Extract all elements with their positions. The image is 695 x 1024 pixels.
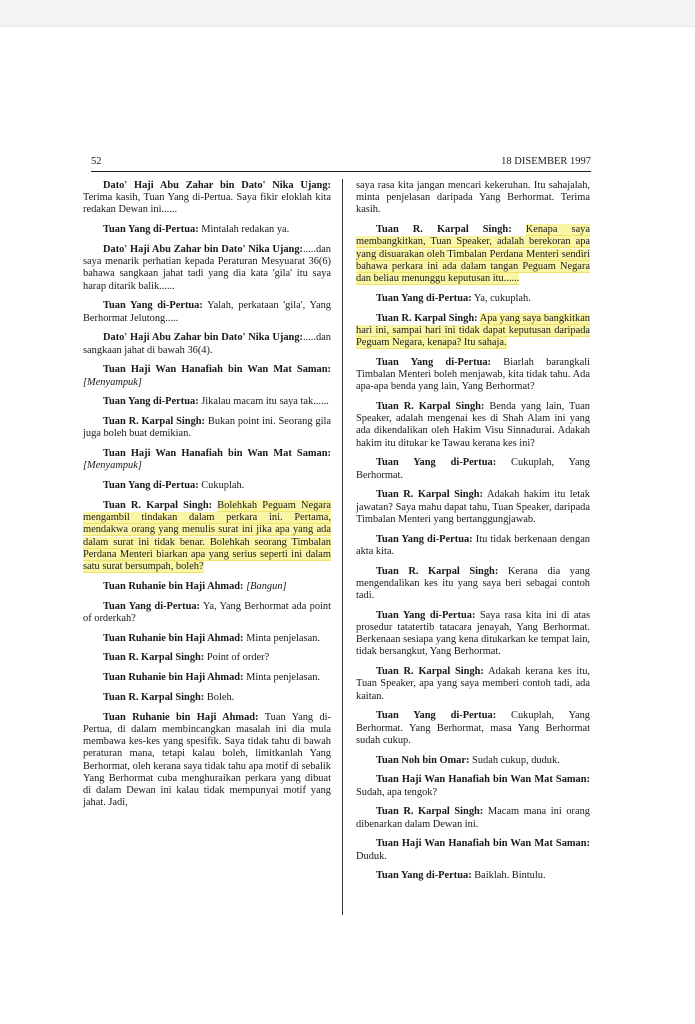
speaker-name: Tuan Yang di-Pertua: [103,600,201,612]
speech-paragraph [83,244,331,293]
speaker-name: Tuan R. Karpal Singh: [376,565,499,577]
speech-text: Cukuplah. [198,480,245,492]
speech-paragraph [356,610,590,659]
speaker-name: Tuan Yang di-Pertua: [376,356,492,368]
speaker-name: Tuan Yang di-Pertua: [376,609,476,621]
stage-direction: [Menyampuk] [83,460,142,472]
speech-text: Adakah hakim itu letak jawatan? Saya mahu dapat tahu, Tuan Speaker, daripada Timbalan Menteri yang bertanggungjawab. [356,489,590,525]
speech-text: Baiklah. Bintulu. [471,870,546,882]
speech-text: Ya, Yang Berhormat ada point of orderkah? [83,600,331,624]
speaker-name: Tuan Yang di-Pertua: [376,870,472,882]
speech-text: Mintalah redakan ya. [198,224,290,236]
speaker-name: Tuan Noh bin Omar: [376,754,470,766]
speech-paragraph [83,581,331,593]
speech-paragraph [83,448,331,472]
speaker-name: Tuan Haji Wan Hanafiah bin Wan Mat Saman: [376,774,590,786]
speech-paragraph [83,633,331,645]
speech-paragraph [83,500,331,573]
speech-paragraph [356,313,590,350]
speaker-name: Tuan R. Karpal Singh: [376,224,512,236]
speech-text: Itu tidak berkenaan dengan akta kita. [356,533,591,557]
speech-text: Boleh. [204,692,235,703]
speech-paragraph [83,332,331,356]
header-rule [91,171,591,172]
stage-direction: [Menyampuk] [83,376,142,388]
speech-text: Duduk. [356,850,387,862]
speaker-name: Tuan Yang di-Pertua: [376,533,473,545]
speech-text: Point of order? [204,652,270,664]
speech-text: .....dan saya menarik perhatian kepada Peraturan Mesyuarat 36(6) bahawa sangkaan jahat tadi yang dia kata 'gila' itu saya harap ditarik balik...... [83,244,331,292]
speech-text: Cukuplah, Yang Berhormat. [356,457,590,481]
speaker-name: Tuan R. Karpal Singh: [376,666,484,678]
speech-text: Terima kasih, Tuan Yang di-Pertua. Saya fikir eloklah kita redakan Dewan ini...... [83,192,331,216]
speech-paragraph [356,224,590,285]
speech-paragraph [83,601,331,625]
speech-text: Adakah kerana kes itu, Tuan Speaker, apa yang saya memberi contoh tadi, ada kaitan. [356,666,590,702]
speech-text: .....dan sangkaan jahat di bawah 36(4). [83,332,331,356]
speech-text: Biarlah barangkali Timbalan Menteri boleh menjawab, kita tidak tahu. Ada apa-apa benda yang lain, Yang Berhormat? [356,356,590,393]
speaker-name: Tuan R. Karpal Singh: [103,652,205,664]
speech-paragraph [356,357,590,394]
speech-text: Bukan point ini. Seorang gila juga boleh buat demikian. [83,416,331,440]
speech-text: Benda yang lain, Tuan Speaker, adalah mengenai kes di Shah Alam ini yang ada dikendalikan oleh Hakim Visu Sinnadurai. Adakah hakim itu ditukar ke Tawau kerana kes ini? [356,401,590,449]
speaker-name: Tuan R. Karpal Singh: [376,806,484,818]
speaker-name: Dato' Haji Abu Zahar bin Dato' Nika Ujang: [103,332,303,344]
speaker-name: Tuan Yang di-Pertua: [376,457,497,469]
speaker-name: Tuan R. Karpal Singh: [376,312,478,324]
speaker-name: Tuan Ruhanie bin Haji Ahmad: [103,672,244,684]
scan-top-strip [0,0,695,27]
speech-text: Saya rasa kita ini di atas prosedur tatatertib tatacara jenayah, Yang Berhormat. Berkenaan sesiapa yang kena ditukarkan ke tempat lain, tidak bersangkut, Yang Berhormat. [356,609,590,658]
speech-paragraph [83,416,331,440]
speech-text [512,224,526,235]
speech-paragraph [356,180,590,217]
speech-text: Tuan Yang di-Pertua, di dalam membincangkan masalah ini dia mula membawa kes-kes yang spesifik. Saya tidak tahu di bawah peraturan mana, tetapi kalau boleh, limitkanlah Yang Berhormat, oleh kerana saya tidak tahu apa motif di sebalik Yang Berhormat cuba menghuraikan perkara yang dibuat di dalam Dewan ini kalau tidak mempunyai motif yang jahat. Jadi, [83,711,331,809]
speaker-name: Tuan Haji Wan Hanafiah bin Wan Mat Saman: [376,838,590,850]
speech-paragraph [83,300,331,324]
speaker-name: Tuan Yang di-Pertua: [103,396,199,408]
speaker-name: Tuan R. Karpal Singh: [376,489,484,501]
speech-paragraph [83,364,331,388]
speech-paragraph [83,712,331,810]
page-number: 52 [91,156,102,167]
speech-text: Macam mana ini orang dibenarkan dalam Dewan ini. [356,806,590,830]
speech-text: Sudah, apa tengok? [356,786,438,798]
speech-paragraph [83,652,331,664]
speech-paragraph [356,806,590,830]
page-date: 18 DISEMBER 1997 [501,156,591,167]
column-divider [342,179,343,915]
speech-text: Sudah cukup, duduk. [469,754,560,766]
speaker-name: Tuan Yang di-Pertua: [103,480,199,492]
speech-text: Minta penjelasan. [243,632,320,644]
speaker-name: Tuan Yang di-Pertua: [376,710,497,722]
highlighted-text: Kenapa saya membangkitkan, Tuan Speaker, adalah berekoran apa yang disuarakan oleh Timbalan Perdana Menteri sendiri bahawa perkara ini ada dalam tangan Peguam Negara dan beliau menunggu keputusan itu...... [356,224,590,285]
speech-paragraph [356,755,590,767]
speaker-name: Dato' Haji Abu Zahar bin Dato' Nika Ujang: [103,180,331,191]
speech-paragraph [83,224,331,236]
speech-paragraph [356,710,590,747]
stage-direction: [Bangun] [246,580,287,592]
speaker-name: Tuan Haji Wan Hanafiah bin Wan Mat Saman: [103,448,331,460]
speaker-name: Tuan R. Karpal Singh: [103,692,205,703]
page-header [91,156,591,170]
speaker-name: Tuan Ruhanie bin Haji Ahmad: [103,711,259,723]
speech-text: saya rasa kita jangan mencari kekeruhan. Itu sahajalah, minta penjelasan daripada Yang Berhormat. Terima kasih. [356,180,590,216]
speaker-name: Tuan Yang di-Pertua: [103,300,203,312]
right-column [356,180,590,890]
speech-paragraph [356,838,590,862]
speech-paragraph [83,396,331,408]
speech-paragraph [356,534,590,558]
speech-paragraph [83,180,331,217]
speaker-name: Tuan Haji Wan Hanafiah bin Wan Mat Saman: [103,364,331,376]
speech-paragraph [83,480,331,492]
speech-paragraph [356,774,590,798]
speech-text: Kerana dia yang mengendalikan kes itu yang saya beri sebagai contoh tadi. [356,565,590,602]
highlighted-text: Bolehkah Peguam Negara mengambil tindakan dalam perkara ini. Pertama, mendakwa orang yang menulis surat ini jika apa yang ada dalam surat ini tidak benar. Bolehkah seorang Timbalan Perdana Menteri biarkan apa yang serius seperti ini dalam satu surat bersumpah, boleh? [83,500,331,573]
speech-text: Yalah, perkataan 'gila', Yang Berhormat Jelutong..... [83,300,331,324]
left-column [83,180,331,817]
speech-text: Jikalau macam itu saya tak...... [198,396,329,408]
speech-paragraph [356,566,590,603]
speech-text: Minta penjelasan. [243,672,320,684]
speaker-name: Tuan Yang di-Pertua: [376,292,472,304]
speaker-name: Tuan R. Karpal Singh: [103,416,206,428]
speech-paragraph [356,666,590,703]
speaker-name: Tuan R. Karpal Singh: [376,401,485,413]
speech-paragraph [83,672,331,684]
speech-paragraph [356,870,590,882]
speech-paragraph [356,489,590,526]
speaker-name: Tuan R. Karpal Singh: [103,500,213,511]
speaker-name: Dato' Haji Abu Zahar bin Dato' Nika Ujang: [103,244,303,255]
speaker-name: Tuan Yang di-Pertua: [103,224,199,236]
speech-text: Cukuplah, Yang Berhormat. Yang Berhormat, masa Yang Berhormat sudah cukup. [356,710,590,746]
speech-text: Ya, cukuplah. [471,292,531,304]
speech-paragraph [356,293,590,305]
speech-paragraph [83,692,331,704]
speech-paragraph [356,457,590,481]
speaker-name: Tuan Ruhanie bin Haji Ahmad: [103,632,244,644]
speaker-name: Tuan Ruhanie bin Haji Ahmad: [103,580,244,592]
speech-paragraph [356,401,590,450]
highlighted-text: Apa yang saya bangkitkan hari ini, sampai hari ini tidak dapat keputusan daripada Peguam Negara, kenapa? Itu sahaja. [356,312,590,349]
